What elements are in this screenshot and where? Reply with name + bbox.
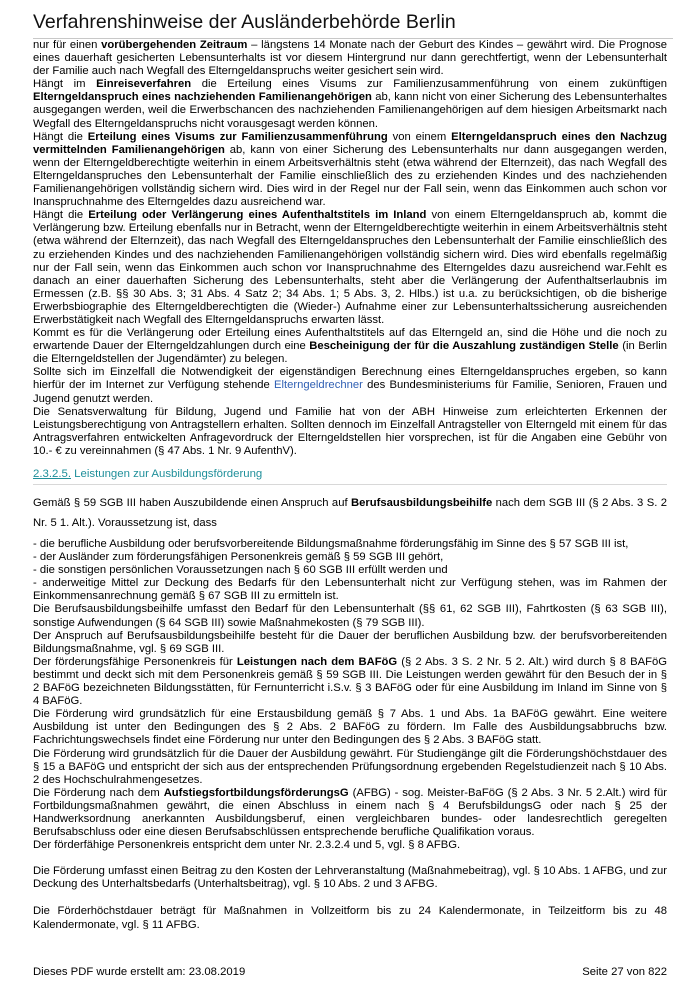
paragraph: Die Förderung umfasst einen Beitrag zu den Kosten der Lehrveranstaltung (Maßnahmebeitrag), vgl. § 10 Abs. 1 AFBG, und zur Deckung des Unterhaltsbedarfs (Unterhaltsbeitrag), vgl. § 10 Abs. 2 und 3 AFBG.	[33, 865, 667, 891]
paragraph: Sollte sich im Einzelfall die Notwendigkeit der eigenständigen Berechnung eines Elterngeldanspruches ergeben, so kann hierfür der im Internet zur Verfügung stehende Elterngeldrechner des Bundesministeriums für Familie, Senioren, Frauen und Jugend genutzt werden.	[33, 366, 667, 405]
paragraph: Der förderungsfähige Personenkreis für Leistungen nach dem BAFöG (§ 2 Abs. 3 S. 2 Nr. 5 2. Alt.) wird durch § 8 BAFöG bestimmt und deckt sich mit dem Personenkreis gemäß § 59 SGB III. Die Leistungen werden gewährt für den Besuch der in § 2 BAFöG bezeichneten Bildungsstätten, für Fernunterricht i.S.v. § 3 BAFöG oder für eine Ausbildung im Inland im Sinne von § 4 BAFöG.	[33, 655, 667, 708]
paragraph: Die Förderung wird grundsätzlich für die Dauer der Ausbildung gewährt. Für Studiengänge gilt die Förderungshöchstdauer des § 15 a BAFöG und entspricht der sich aus der entsprechenden Prüfungsordnung ergebenden Regelstudienzeit nach § 10 Abs. 2 des Hochschulrahmengesetzes.	[33, 747, 667, 786]
section-title: Leistungen zur Ausbildungsförderung	[74, 468, 263, 480]
page-header	[33, 9, 673, 39]
list-item: - die sonstigen persönlichen Voraussetzungen nach § 60 SGB III erfüllt werden und	[33, 564, 448, 577]
section-intro: Gemäß § 59 SGB III haben Auszubildende einen Anspruch auf Berufsausbildungsbeihilfe nach dem SGB III (§ 2 Abs. 3 S. 2 Nr. 5 1. Alt.). Voraussetzung ist, dass	[33, 497, 667, 529]
list-item: - die berufliche Ausbildung oder berufsvorbereitende Bildungsmaßnahme förderungsfähig im Sinne des § 57 SGB III ist,	[33, 538, 629, 550]
page-number: Seite 27 von 822	[582, 966, 667, 978]
section-divider	[33, 484, 667, 485]
section-heading[interactable]	[33, 467, 667, 481]
paragraph: Die Förderhöchstdauer beträgt für Maßnahmen in Vollzeitform bis zu 24 Kalendermonate, in Teilzeitform bis zu 48 Kalendermonate, vgl. § 11 AFBG.	[33, 905, 667, 931]
paragraph: Der Anspruch auf Berufsausbildungsbeihilfe besteht für die Dauer der beruflichen Ausbildung bzw. der berufsvorbereitenden Bildungsmaßnahme, vgl. § 69 SGB III.	[33, 629, 667, 655]
paragraph: Kommt es für die Verlängerung oder Erteilung eines Aufenthaltstitels auf das Elterngeld an, sind die Höhe und die noch zu erwartende Dauer der Elterngeldzahlungen durch eine Bescheinigung der für die Auszahlung zuständigen Stelle (in Berlin die Elterngeldstellen der Jugendämter) zu belegen.	[33, 327, 667, 366]
paragraph: Der förderfähige Personenkreis entspricht dem unter Nr. 2.3.2.4 und 5, vgl. § 8 AFBG.	[33, 839, 461, 852]
paragraph: Die Berufsausbildungsbeihilfe umfasst den Bedarf für den Lebensunterhalt (§§ 61, 62 SGB III), Fahrtkosten (§ 63 SGB III), sonstige Aufwendungen (§ 64 SGB III) sowie Maßnahmekosten (§ 79 SGB III).	[33, 603, 667, 629]
paragraph: Hängt im Einreiseverfahren die Erteilung eines Visums zur Familienzusammenführung von einem zukünftigen Elterngeldanspruch eines nachziehenden Familienangehörigen ab, kann nicht von einer Sicherung des Lebensunterhaltes ausgegangen werden, weil die Erwerbschancen des nachziehenden Familienangehörigen auf dem hiesigen Arbeitsmarkt nach Wegfall des Elterngeldanspruchs nicht vorausgesagt werden können.	[33, 78, 667, 130]
page-title: Verfahrenshinweise der Ausländerbehörde Berlin	[33, 11, 456, 33]
paragraph: Die Förderung wird grundsätzlich für eine Erstausbildung gemäß § 7 Abs. 1 und Abs. 1a BAFöG gewährt. Eine weitere Ausbildung ist unter den Bedingungen des § 2 Abs. 2 BAFöG zu fördern. Im Falle des Ausbildungsabbruchs bzw. Fachrichtungswechsels findet eine Förderung nur unter den Bedingungen des § 2 Abs. 3 BAFöG statt.	[33, 708, 667, 747]
creation-date: Dieses PDF wurde erstellt am: 23.08.2019	[33, 966, 246, 978]
spacer	[33, 852, 667, 865]
document-body	[33, 39, 667, 932]
list-item: - anderweitige Mittel zur Deckung des Bedarfs für den Lebensunterhalt nicht zur Verfügung stehen, was im Rahmen der Einkommensanrechnung gemäß § 67 SGB III zu ermitteln ist.	[33, 577, 667, 603]
paragraph: Hängt die Erteilung oder Verlängerung eines Aufenthaltstitels im Inland von einem Elterngeldanspruch ab, kommt die Verlängerung bzw. Erteilung ebenfalls nur in Betracht, wenn der Elterngeldberechtigte weiterhin in einem Arbeitsverhältnis steht (etwa während der Elternzeit), das nach Wegfall des Elterngeldanspruches den Lebensunterhalt der Familie einschließlich des zu erziehenden Kindes und des nachziehenden Familienangehörigen vollständig sichern wird. Dies wird ebenfalls regelmäßig nur der Fall sein, wenn das Einkommen auch schon vor Inanspruchnahme des Elterngeldes dazu ausreichend war.Fehlt es danach an einer dauerhaften Sicherung des Lebensunterhalts, steht aber die Verlängerung der Aufenthaltserlaubnis im Ermessen (z.B. §§ 30 Abs. 3; 31 Abs. 4 Satz 2; 34 Abs. 1; 5 Abs. 3, 2. Hlbs.) ist u.a. zu berücksichtigen, ob die bisherige Erwerbsbiographie des Elterngeldberechtigten die (Wieder-) Aufnahme einer zur Lebensunterhaltssicherung ausreichenden Erwerbstätigkeit nach Wegfall des Elterngeldanspruchs erwarten lässt.	[33, 209, 667, 326]
paragraph: nur für einen vorübergehenden Zeitraum – längstens 14 Monate nach der Geburt des Kindes – gewährt wird. Die Prognose eines dauerhaft gesicherten Lebensunterhalts ist vor diesem Hintergrund nur dann gerechtfertigt, wenn der Lebensunterhalt der Familie auch nach Wegfall des Elterngeldanspruchs weiter gesichert sein wird.	[33, 39, 667, 78]
section-number[interactable]: 2.3.2.5.	[33, 468, 71, 480]
paragraph: Die Förderung nach dem AufstiegsfortbildungsförderungsG (AFBG) - sog. Meister-BaFöG (§ 2 Abs. 3 Nr. 5 2.Alt.) wird für Fortbildungsmaßnahmen gewährt, die einen Abschluss in einem nach § 4 BerufsbildungsG oder nach § 25 der Handwerksordnung anerkannten Ausbildungsberuf, einen vergleichbaren bundes- oder landesrechtlich geregelten Berufsabschluss oder eine diesen Berufsabschlüssen entsprechende berufliche Qualifikation voraus.	[33, 786, 667, 839]
paragraph: Hängt die Erteilung eines Visums zur Familienzusammenführung von einem Elterngeldanspruch eines den Nachzug vermittelnden Familienangehörigen ab, kann von einer Sicherung des Lebensunterhalts nur dann ausgegangen werden, wenn der Elterngeldberechtigte weiterhin in einem Arbeitsverhältnis steht (etwa während der Elternzeit), das nach Wegfall des Elterngeldanspruches den Lebensunterhalt der Familie einschließlich des zu erziehenden Kindes und des nachziehenden Familienangehörigen vollständig sichern wird. Dies wird in der Regel nur der Fall sein, wenn das Einkommen auch schon vor Inanspruchnahme des Elterngeldes dazu ausreichend war.	[33, 130, 668, 209]
paragraph: Die Senatsverwaltung für Bildung, Jugend und Familie hat von der ABH Hinweise zum erleichterten Erkennen der Leistungsberechtigung von Antragstellern erhalten. Sollten dennoch im Einzelfall Antragsteller von Elterngeld mit einem für das Antragsverfahren entwickelten Anfragevordruck der Elterngeldstellen hier vorsprechen, ist für die Angaben eine Gebühr von 10.- € zu vereinnahmen (§ 47 Abs. 1 Nr. 9 AufenthV).	[33, 405, 667, 457]
list-item: - der Ausländer zum förderungsfähigen Personenkreis gemäß § 59 SGB III gehört,	[33, 551, 444, 564]
elterngeldrechner-link[interactable]: Elterngeldrechner	[274, 379, 363, 392]
spacer	[33, 891, 667, 905]
